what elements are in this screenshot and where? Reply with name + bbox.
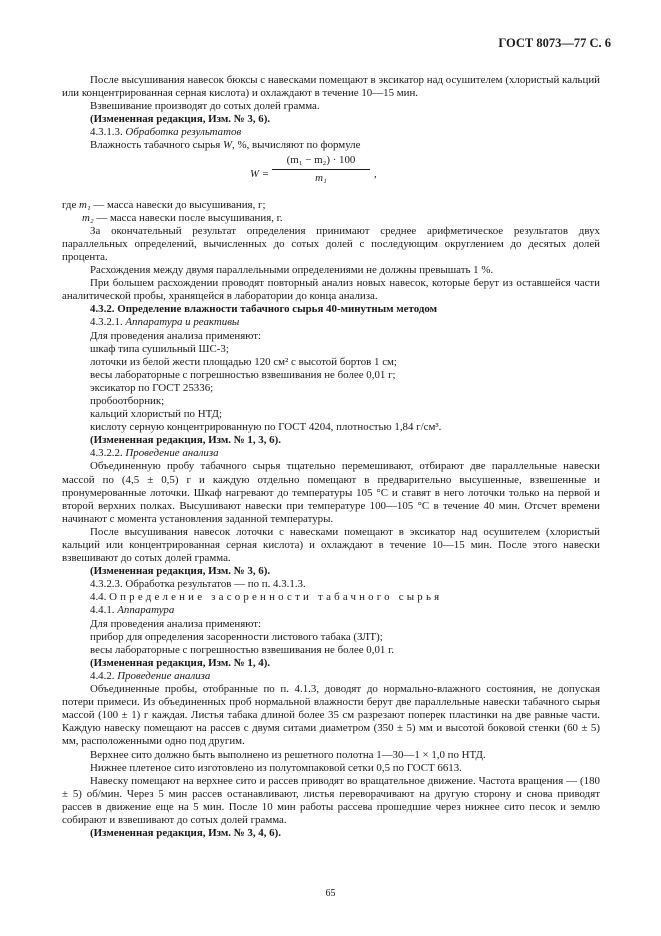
list-item: кальций хлористый по НТД; (90, 408, 223, 421)
edition-note: (Измененная редакция, Изм. № 1, 3, 6). (90, 434, 281, 447)
formula-fraction (272, 154, 370, 185)
list-item: прибор для определения засоренности листового табака (ЗЛТ); (90, 630, 383, 643)
document-body (62, 74, 600, 840)
edition-note: (Измененная редакция, Изм. № 3, 6). (90, 565, 271, 578)
section-heading: 4.3.2.2. Проведение анализа (90, 447, 219, 460)
definition: m₂ — масса навески после высушивания, г. (82, 211, 283, 224)
edition-note: (Измененная редакция, Изм. № 3, 6). (90, 113, 271, 126)
edition-note: (Измененная редакция, Изм. № 3, 4, 6). (90, 827, 281, 840)
formula-denominator: m₁ (315, 171, 327, 184)
paragraph: Объединенные пробы, отобранные по п. 4.1.3, доводят до нормально-влажного состояния, не допуская потери примеси. Из объединенных проб нормальной влажности берут две параллельные навески табачного сырья массой (100 ± 1) г каждая. Листья табака длиной более 35 см разрезают поперек пластинки на две равные части. Каждую навеску помещают на рассев с двумя ситами диаметром (350 ± 5) мм и высотой боковой стенки (60 ± 5) мм, расположенными одно под другим. (62, 683, 600, 748)
paragraph: Для проведения анализа применяют: (90, 329, 262, 342)
section-heading: 4.4. Определение засоренности табачного сырья (90, 591, 443, 604)
list-item: кислоту серную концентрированную по ГОСТ 4204, плотностью 1,84 г/см³. (90, 421, 442, 434)
section-heading: 4.3.1.3. Обработка результатов (90, 126, 242, 139)
section-heading: 4.3.2. Определение влажности табачного сырья 40-минутным методом (90, 303, 438, 316)
formula-comma: , (374, 167, 377, 180)
moisture-formula (62, 153, 600, 199)
edition-note: (Измененная редакция, Изм. № 1, 4). (90, 656, 271, 669)
list-item: весы лабораторные с погрешностью взвешивания не более 0,01 г. (90, 643, 395, 656)
paragraph: После высушивания навесок бюксы с навесками помещают в эксикатор над осушителем (хлористый кальций или концентрированная серная кислота) и охлаждают в течение 10—15 мин. (62, 74, 600, 100)
paragraph: Верхнее сито должно быть выполнено из решетного полотна 1—30—1 × 1,0 по НТД. (90, 748, 486, 761)
list-item: шкаф типа сушильный ШС-3; (90, 342, 229, 355)
paragraph: Объединенную пробу табачного сырья тщательно перемешивают, отбирают две параллельные навески массой по (4,5 ± 0,5) г и каждую отдельно помещают в предварительно высушенные, взвешенные и пронумерованные лоточки. Шкаф нагревают до температуры 105 °С и ставят в него лоточки только на первой и второй верхних полках. Высушивают навески при температуре 100—105 °С в течение 40 мин. Отсчет времени начинают с момента установления заданной температуры. (62, 460, 600, 525)
list-item: эксикатор по ГОСТ 25336; (90, 381, 214, 394)
paragraph: Навеску помещают на верхнее сито и рассев приводят во вращательное движение. Частота вращения — (180 ± 5) об/мин. Через 5 мин рассев останавливают, листья переворачивают на другую сторону и снова приводят рассев в движение еще на 5 мин. После 10 мин работы рассева прошедшие через нижнее сито песок и землю собирают и взвешивают до сотых долей грамма. (62, 774, 600, 826)
section-heading: 4.4.2. Проведение анализа (90, 669, 211, 682)
paragraph: После высушивания навесок лоточки с навесками помещают в эксикатор над осушителем (хлористый кальций или концентрированная серная кислота) и охлаждают в течение 10—15 мин. После этого навески взвешивают до сотых долей грамма. (62, 525, 600, 565)
paragraph: Для проведения анализа применяют: (90, 617, 262, 630)
formula-lhs: W = (250, 167, 270, 180)
paragraph: Влажность табачного сырья W, %, вычисляют по формуле (90, 139, 361, 152)
list-item: весы лабораторные с погрешностью взвешивания не более 0,01 г; (90, 368, 396, 381)
paragraph: При большем расхождении проводят повторный анализ новых навесок, которые берут из оставшейся части аналитической пробы, хранящейся в лаборатории до конца анализа. (62, 277, 600, 303)
paragraph: Расхождения между двумя параллельными определениями не должны превышать 1 %. (90, 264, 494, 277)
page-number: 65 (325, 888, 336, 899)
page-header: ГОСТ 8073—77 С. 6 (498, 36, 611, 50)
section-heading: 4.4.1. Аппаратура (90, 604, 175, 617)
section-heading: 4.3.2.3. Обработка результатов — по п. 4.3.1.3. (90, 578, 306, 591)
formula-numerator: (m₁ − m₂) · 100 (272, 154, 370, 170)
paragraph: Взвешивание производят до сотых долей грамма. (90, 100, 320, 113)
paragraph: Нижнее плетеное сито изготовлено из полутомпаковой сетки 0,5 по ГОСТ 6613. (90, 761, 462, 774)
section-heading: 4.3.2.1. Аппаратура и реактивы (90, 316, 240, 329)
list-item: пробоотборник; (90, 394, 165, 407)
definition: где m₁ — масса навески до высушивания, г; (62, 198, 266, 211)
paragraph: За окончательный результат определения принимают среднее арифметическое результатов двух параллельных определений, вычисленных до сотых долей с последующим округлением до десятых долей процента. (62, 224, 600, 263)
list-item: лоточки из белой жести площадью 120 см² с высотой бортов 1 см; (90, 355, 397, 368)
